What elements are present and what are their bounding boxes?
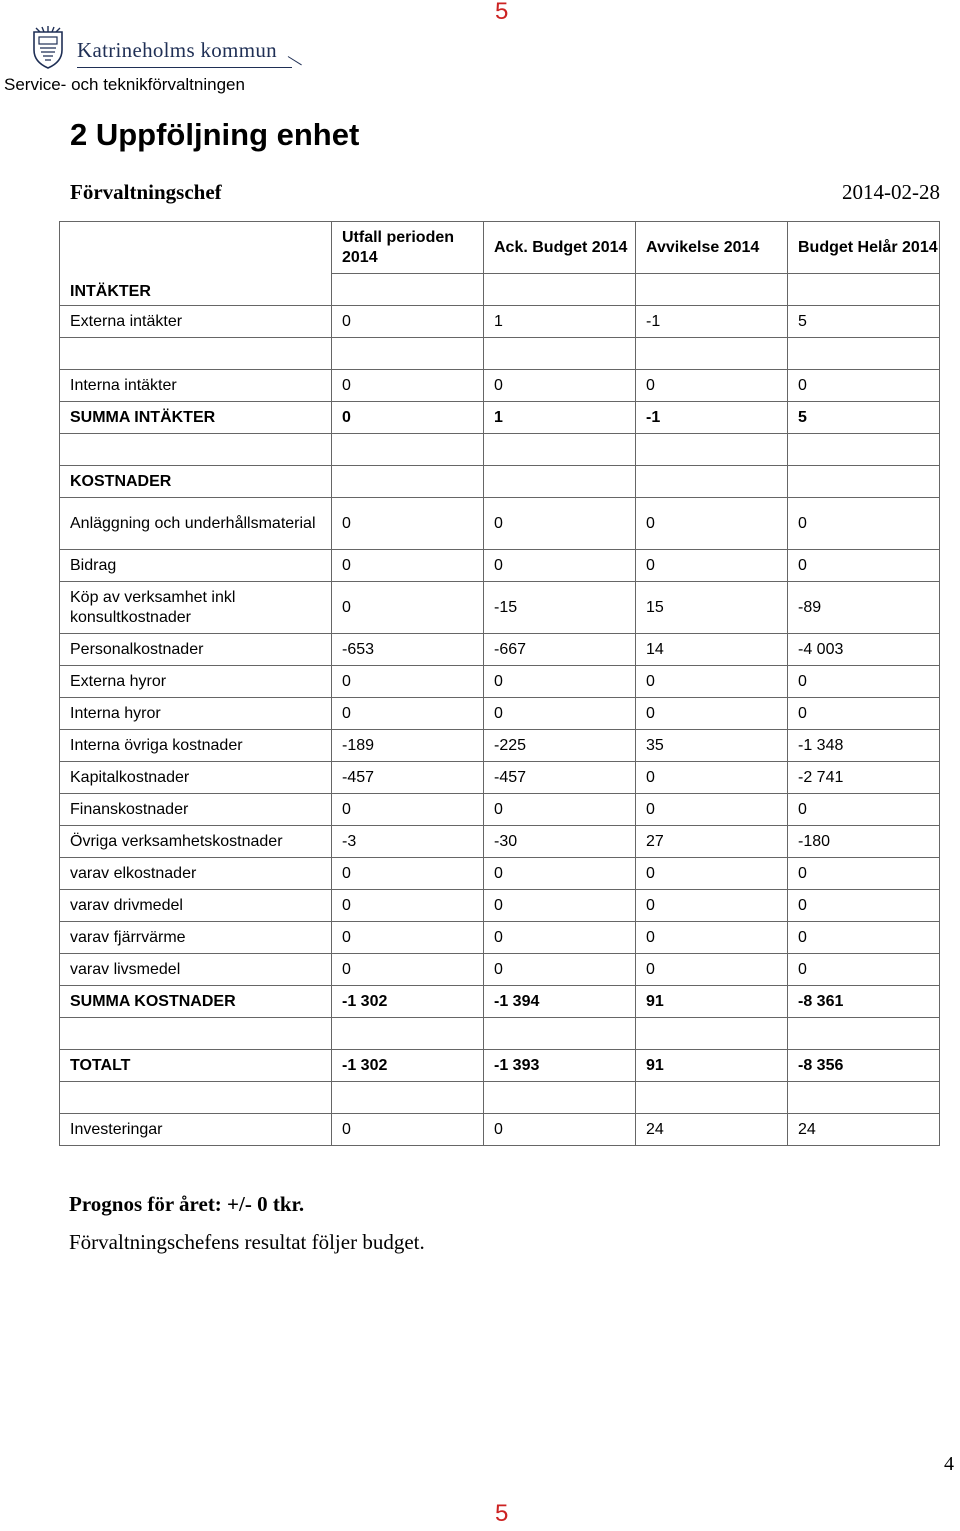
value-cell: 0 bbox=[788, 922, 940, 954]
forecast-text: Prognos för året: +/- 0 tkr. bbox=[69, 1192, 305, 1216]
value-cell: 1 bbox=[484, 402, 636, 434]
department-name: Service- och teknikförvaltningen bbox=[4, 75, 245, 94]
value-cell bbox=[332, 466, 484, 498]
table-row bbox=[60, 986, 940, 1018]
table-row bbox=[60, 434, 940, 466]
value-cell: 15 bbox=[636, 582, 788, 634]
value-cell: -1 bbox=[636, 306, 788, 338]
row-label bbox=[60, 338, 332, 370]
row-label: varav fjärrvärme bbox=[60, 922, 332, 954]
empty-cell bbox=[332, 274, 484, 306]
value-cell: -8 356 bbox=[788, 1050, 940, 1082]
value-cell: 91 bbox=[636, 1050, 788, 1082]
value-cell: 0 bbox=[788, 550, 940, 582]
value-cell bbox=[332, 1018, 484, 1050]
value-cell: 0 bbox=[484, 1114, 636, 1146]
table-row bbox=[60, 666, 940, 698]
financial-table bbox=[59, 221, 940, 1146]
row-label: KOSTNADER bbox=[60, 466, 332, 498]
value-cell: 35 bbox=[636, 730, 788, 762]
value-cell: -1 348 bbox=[788, 730, 940, 762]
page-number-bottom: 5 bbox=[495, 1500, 509, 1527]
table-row bbox=[60, 338, 940, 370]
table-row bbox=[60, 858, 940, 890]
value-cell: -189 bbox=[332, 730, 484, 762]
value-cell: 0 bbox=[636, 550, 788, 582]
row-label: Finanskostnader bbox=[60, 794, 332, 826]
table-row bbox=[60, 370, 940, 402]
row-label: Interna övriga kostnader bbox=[60, 730, 332, 762]
value-cell bbox=[636, 1082, 788, 1114]
value-cell: -180 bbox=[788, 826, 940, 858]
value-cell: 0 bbox=[788, 794, 940, 826]
value-cell: -4 003 bbox=[788, 634, 940, 666]
table-row bbox=[60, 826, 940, 858]
column-header: Ack. Budget 2014 bbox=[484, 222, 636, 274]
value-cell: 0 bbox=[332, 698, 484, 730]
value-cell: -3 bbox=[332, 826, 484, 858]
value-cell: 5 bbox=[788, 306, 940, 338]
value-cell: 0 bbox=[484, 498, 636, 550]
value-cell: 0 bbox=[788, 954, 940, 986]
value-cell: 0 bbox=[332, 402, 484, 434]
chief-label: Förvaltningschef bbox=[70, 180, 222, 204]
value-cell: -457 bbox=[332, 762, 484, 794]
value-cell: 0 bbox=[484, 794, 636, 826]
report-date: 2014-02-28 bbox=[842, 180, 940, 204]
row-label bbox=[60, 1018, 332, 1050]
value-cell: 0 bbox=[636, 890, 788, 922]
chief-row bbox=[70, 180, 940, 205]
table-row bbox=[60, 1082, 940, 1114]
column-header: Budget Helår 2014 bbox=[788, 222, 940, 274]
value-cell: 0 bbox=[332, 370, 484, 402]
table-row bbox=[60, 954, 940, 986]
row-label: Interna intäkter bbox=[60, 370, 332, 402]
row-label bbox=[60, 434, 332, 466]
row-label: Interna hyror bbox=[60, 698, 332, 730]
row-label: Bidrag bbox=[60, 550, 332, 582]
value-cell: 0 bbox=[636, 794, 788, 826]
row-label: TOTALT bbox=[60, 1050, 332, 1082]
value-cell: -30 bbox=[484, 826, 636, 858]
result-text: Förvaltningschefens resultat följer budget. bbox=[69, 1230, 425, 1254]
value-cell bbox=[636, 338, 788, 370]
value-cell: 0 bbox=[636, 762, 788, 794]
value-cell bbox=[788, 466, 940, 498]
table-row bbox=[60, 1114, 940, 1146]
value-cell: -1 302 bbox=[332, 1050, 484, 1082]
value-cell: 0 bbox=[332, 550, 484, 582]
value-cell: 0 bbox=[636, 666, 788, 698]
value-cell: 0 bbox=[332, 582, 484, 634]
value-cell: 0 bbox=[484, 890, 636, 922]
value-cell: 0 bbox=[636, 858, 788, 890]
table-row bbox=[60, 762, 940, 794]
table-row bbox=[60, 582, 940, 634]
page-number-right: 4 bbox=[944, 1453, 954, 1475]
row-label: Personalkostnader bbox=[60, 634, 332, 666]
value-cell: 0 bbox=[788, 666, 940, 698]
value-cell: 5 bbox=[788, 402, 940, 434]
logo-text: Katrineholms kommun bbox=[77, 38, 277, 62]
coat-of-arms-icon bbox=[28, 26, 68, 70]
value-cell: 0 bbox=[484, 954, 636, 986]
value-cell: -653 bbox=[332, 634, 484, 666]
table-row bbox=[60, 402, 940, 434]
value-cell bbox=[484, 1018, 636, 1050]
value-cell: 0 bbox=[788, 698, 940, 730]
value-cell: 0 bbox=[636, 498, 788, 550]
value-cell: -667 bbox=[484, 634, 636, 666]
row-label: varav elkostnader bbox=[60, 858, 332, 890]
section-heading: 2 Uppföljning enhet bbox=[70, 117, 360, 152]
table-row bbox=[60, 498, 940, 550]
value-cell bbox=[788, 338, 940, 370]
value-cell bbox=[788, 434, 940, 466]
value-cell: 0 bbox=[484, 550, 636, 582]
page-number-top: 5 bbox=[495, 0, 509, 25]
value-cell: 0 bbox=[788, 498, 940, 550]
value-cell: 0 bbox=[332, 498, 484, 550]
logo-accent bbox=[288, 56, 302, 65]
column-header: Utfall perioden 2014 bbox=[332, 222, 484, 274]
header-corner-cell bbox=[60, 222, 332, 274]
row-label: varav drivmedel bbox=[60, 890, 332, 922]
row-label: SUMMA INTÄKTER bbox=[60, 402, 332, 434]
value-cell: 0 bbox=[332, 890, 484, 922]
table-row bbox=[60, 922, 940, 954]
table-row bbox=[60, 698, 940, 730]
value-cell: 0 bbox=[636, 370, 788, 402]
value-cell: 1 bbox=[484, 306, 636, 338]
value-cell: -15 bbox=[484, 582, 636, 634]
value-cell: 0 bbox=[484, 858, 636, 890]
table-row bbox=[60, 794, 940, 826]
value-cell: -1 bbox=[636, 402, 788, 434]
table-row bbox=[60, 550, 940, 582]
row-label: Kapitalkostnader bbox=[60, 762, 332, 794]
table-row bbox=[60, 1050, 940, 1082]
value-cell bbox=[636, 1018, 788, 1050]
value-cell: 0 bbox=[332, 954, 484, 986]
table-row bbox=[60, 306, 940, 338]
value-cell: 27 bbox=[636, 826, 788, 858]
row-label: SUMMA KOSTNADER bbox=[60, 986, 332, 1018]
table-row bbox=[60, 890, 940, 922]
row-label: Anläggning och underhållsmaterial bbox=[60, 498, 332, 550]
value-cell: 14 bbox=[636, 634, 788, 666]
row-label: Köp av verksamhet inkl konsultkostnader bbox=[60, 582, 332, 634]
column-header: Avvikelse 2014 bbox=[636, 222, 788, 274]
value-cell: 0 bbox=[332, 922, 484, 954]
table-row bbox=[60, 730, 940, 762]
logo-underline bbox=[77, 67, 292, 68]
value-cell: -1 302 bbox=[332, 986, 484, 1018]
value-cell: 0 bbox=[636, 954, 788, 986]
value-cell: 0 bbox=[332, 666, 484, 698]
value-cell: 0 bbox=[332, 1114, 484, 1146]
value-cell: -2 741 bbox=[788, 762, 940, 794]
value-cell: 0 bbox=[788, 890, 940, 922]
value-cell: 0 bbox=[332, 794, 484, 826]
value-cell: 24 bbox=[636, 1114, 788, 1146]
section-label: INTÄKTER bbox=[60, 274, 332, 306]
value-cell: -89 bbox=[788, 582, 940, 634]
row-label: varav livsmedel bbox=[60, 954, 332, 986]
value-cell: -1 394 bbox=[484, 986, 636, 1018]
value-cell: 91 bbox=[636, 986, 788, 1018]
value-cell bbox=[484, 1082, 636, 1114]
value-cell: 0 bbox=[788, 858, 940, 890]
value-cell: -8 361 bbox=[788, 986, 940, 1018]
value-cell bbox=[484, 338, 636, 370]
value-cell bbox=[788, 1018, 940, 1050]
table-row bbox=[60, 466, 940, 498]
value-cell: -457 bbox=[484, 762, 636, 794]
value-cell: 24 bbox=[788, 1114, 940, 1146]
row-label: Övriga verksamhetskostnader bbox=[60, 826, 332, 858]
value-cell bbox=[484, 434, 636, 466]
value-cell: 0 bbox=[636, 922, 788, 954]
value-cell: 0 bbox=[484, 698, 636, 730]
value-cell bbox=[788, 1082, 940, 1114]
value-cell: 0 bbox=[332, 858, 484, 890]
value-cell: 0 bbox=[484, 370, 636, 402]
value-cell bbox=[332, 434, 484, 466]
value-cell bbox=[484, 466, 636, 498]
row-label: Externa intäkter bbox=[60, 306, 332, 338]
value-cell: 0 bbox=[332, 306, 484, 338]
municipality-logo bbox=[18, 26, 298, 70]
value-cell: 0 bbox=[484, 922, 636, 954]
section-row-intakter bbox=[60, 274, 940, 306]
value-cell bbox=[332, 338, 484, 370]
value-cell: 0 bbox=[788, 370, 940, 402]
table-row bbox=[60, 634, 940, 666]
value-cell: -1 393 bbox=[484, 1050, 636, 1082]
table-row bbox=[60, 1018, 940, 1050]
empty-cell bbox=[636, 274, 788, 306]
row-label: Externa hyror bbox=[60, 666, 332, 698]
row-label: Investeringar bbox=[60, 1114, 332, 1146]
value-cell: 0 bbox=[636, 698, 788, 730]
value-cell bbox=[332, 1082, 484, 1114]
empty-cell bbox=[788, 274, 940, 306]
table-header-row bbox=[60, 222, 940, 274]
row-label bbox=[60, 1082, 332, 1114]
value-cell: -225 bbox=[484, 730, 636, 762]
empty-cell bbox=[484, 274, 636, 306]
value-cell bbox=[636, 466, 788, 498]
value-cell: 0 bbox=[484, 666, 636, 698]
value-cell bbox=[636, 434, 788, 466]
